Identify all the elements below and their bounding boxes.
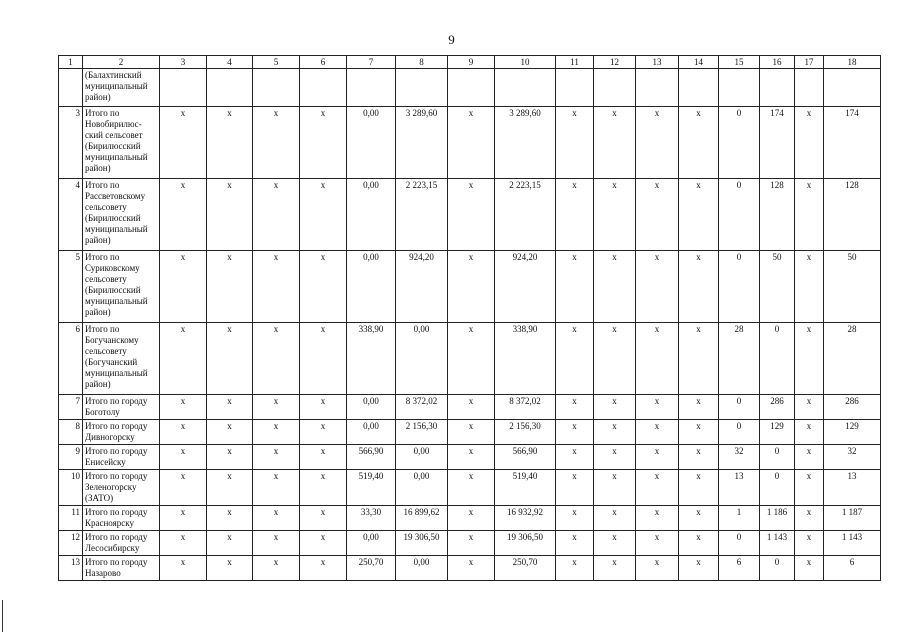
table-cell: x [795, 323, 824, 395]
table-cell [160, 69, 207, 107]
table-cell: x [795, 556, 824, 581]
table-cell: x [679, 445, 719, 470]
table-row [59, 470, 881, 506]
table-row [59, 445, 881, 470]
table-cell: 0 [719, 251, 760, 323]
table-cell: x [300, 107, 347, 179]
table-cell: x [679, 420, 719, 445]
table-cell: x [556, 179, 594, 251]
table-row [59, 420, 881, 445]
row-name-cell: Итого по Рассветовскому сельсовету (Бирилюсский муниципальный район) [83, 179, 160, 251]
column-header: 2 [83, 56, 160, 69]
table-cell: x [556, 251, 594, 323]
column-header: 10 [495, 56, 556, 69]
table-cell: 0 [719, 179, 760, 251]
table-cell: x [253, 506, 300, 531]
table-cell: x [160, 179, 207, 251]
table-cell: 28 [824, 323, 881, 395]
table-cell: x [448, 556, 495, 581]
table-cell [760, 69, 795, 107]
table-cell: 1 143 [824, 531, 881, 556]
table-cell: x [253, 323, 300, 395]
table-cell: 924,20 [396, 251, 448, 323]
table-cell: 32 [824, 445, 881, 470]
table-cell [824, 69, 881, 107]
margin-mark [2, 600, 3, 632]
column-header: 9 [448, 56, 495, 69]
table-cell: 19 306,50 [396, 531, 448, 556]
table-cell: 519,40 [347, 470, 396, 506]
table-cell [719, 69, 760, 107]
table-cell: x [594, 420, 636, 445]
table-cell: 1 [719, 506, 760, 531]
table-cell: x [636, 179, 679, 251]
table-row [59, 531, 881, 556]
table-cell: 50 [760, 251, 795, 323]
table-cell: x [795, 470, 824, 506]
table-cell: 0,00 [347, 531, 396, 556]
table-cell: 0,00 [347, 179, 396, 251]
table-cell: x [253, 107, 300, 179]
table-cell: x [160, 470, 207, 506]
column-header: 14 [679, 56, 719, 69]
header-row [59, 56, 881, 69]
table-cell [396, 69, 448, 107]
row-number-cell: 5 [59, 251, 83, 323]
table-cell: x [300, 251, 347, 323]
table-cell: 0 [719, 395, 760, 420]
row-name-cell: Итого по городу Лесосибирску [83, 531, 160, 556]
table-cell: 128 [760, 179, 795, 251]
row-name-cell: Итого по городу Енисейску [83, 445, 160, 470]
table-cell: x [636, 506, 679, 531]
table-cell: 0,00 [347, 107, 396, 179]
column-header: 5 [253, 56, 300, 69]
column-header: 13 [636, 56, 679, 69]
table-cell: x [207, 531, 253, 556]
table-cell: x [160, 107, 207, 179]
table-cell: 0 [760, 470, 795, 506]
row-name-cell: Итого по городу Назарово [83, 556, 160, 581]
table-cell: x [448, 445, 495, 470]
column-header: 1 [59, 56, 83, 69]
table-cell: x [636, 420, 679, 445]
table-cell: 250,70 [347, 556, 396, 581]
table-cell: x [679, 107, 719, 179]
table-cell: x [594, 445, 636, 470]
table-cell: 338,90 [495, 323, 556, 395]
table-cell: 129 [824, 420, 881, 445]
table-cell: x [160, 395, 207, 420]
column-header: 6 [300, 56, 347, 69]
column-header: 4 [207, 56, 253, 69]
table-cell: x [253, 420, 300, 445]
table-cell [448, 69, 495, 107]
row-name-cell: Итого по городу Боготолу [83, 395, 160, 420]
row-number-cell: 10 [59, 470, 83, 506]
table-cell: x [556, 470, 594, 506]
column-header: 15 [719, 56, 760, 69]
table-cell: x [160, 531, 207, 556]
table-cell: 250,70 [495, 556, 556, 581]
table-cell: x [300, 470, 347, 506]
table-cell: 2 156,30 [396, 420, 448, 445]
table-cell: 13 [824, 470, 881, 506]
table-cell: x [448, 323, 495, 395]
table-cell: 0 [760, 556, 795, 581]
table-cell: x [679, 395, 719, 420]
table-cell [679, 69, 719, 107]
table-cell: 50 [824, 251, 881, 323]
table-cell: x [160, 556, 207, 581]
table-cell: 0,00 [396, 470, 448, 506]
table-cell: 2 223,15 [495, 179, 556, 251]
table-body [59, 69, 881, 581]
table-cell [636, 69, 679, 107]
table-cell: 0,00 [396, 323, 448, 395]
row-name-cell: Итого по Новобирилюс-ский сельсовет (Бирилюсский муниципальный район) [83, 107, 160, 179]
table-cell: x [207, 420, 253, 445]
table-cell: x [795, 531, 824, 556]
table-cell: x [253, 251, 300, 323]
table-cell: x [795, 395, 824, 420]
column-header: 8 [396, 56, 448, 69]
table-cell: x [556, 445, 594, 470]
row-name-cell: (Балахтинский муниципальный район) [83, 69, 160, 107]
column-header: 11 [556, 56, 594, 69]
page-number: 9 [448, 32, 455, 47]
table-cell: x [636, 445, 679, 470]
table-cell: 2 156,30 [495, 420, 556, 445]
table-cell: 286 [760, 395, 795, 420]
table-cell: x [207, 470, 253, 506]
table-cell [253, 69, 300, 107]
row-name-cell: Итого по городу Зеленогорску (ЗАТО) [83, 470, 160, 506]
table-cell: x [679, 251, 719, 323]
table-row [59, 556, 881, 581]
table-cell: 3 289,60 [495, 107, 556, 179]
table-cell: x [594, 531, 636, 556]
table-cell: x [679, 470, 719, 506]
table-cell: 0,00 [347, 395, 396, 420]
table-cell: 33,30 [347, 506, 396, 531]
row-number-cell: 11 [59, 506, 83, 531]
row-number-cell: 12 [59, 531, 83, 556]
table-cell: x [300, 323, 347, 395]
table-cell: 566,90 [495, 445, 556, 470]
table-cell: x [594, 179, 636, 251]
table-cell: 0,00 [396, 445, 448, 470]
table-cell: 16 899,62 [396, 506, 448, 531]
row-number-cell: 8 [59, 420, 83, 445]
table-cell: x [448, 420, 495, 445]
table-cell: x [795, 445, 824, 470]
row-name-cell: Итого по Суриковскому сельсовету (Бирилюсский муниципальный район) [83, 251, 160, 323]
column-header: 3 [160, 56, 207, 69]
table-cell: x [556, 420, 594, 445]
table-cell: 129 [760, 420, 795, 445]
table-cell: x [207, 323, 253, 395]
table-cell [795, 69, 824, 107]
row-name-cell: Итого по городу Красноярску [83, 506, 160, 531]
table-cell: 8 372,02 [396, 395, 448, 420]
table-cell: 0 [719, 107, 760, 179]
table-cell: x [795, 506, 824, 531]
table-row [59, 69, 881, 107]
table-cell: x [679, 506, 719, 531]
row-number-cell: 13 [59, 556, 83, 581]
table-row [59, 107, 881, 179]
table-cell: x [636, 395, 679, 420]
table-cell: x [448, 395, 495, 420]
column-header: 17 [795, 56, 824, 69]
table-cell: x [594, 470, 636, 506]
table-cell: x [300, 506, 347, 531]
table-cell: 924,20 [495, 251, 556, 323]
table-cell: x [594, 251, 636, 323]
table-cell: 1 187 [824, 506, 881, 531]
table-cell: 16 932,92 [495, 506, 556, 531]
table-cell: x [448, 531, 495, 556]
table-row [59, 395, 881, 420]
table-cell: x [300, 531, 347, 556]
table-cell: x [160, 420, 207, 445]
table-cell: x [253, 556, 300, 581]
table-cell: x [207, 556, 253, 581]
table-cell: x [160, 323, 207, 395]
table-cell: 174 [824, 107, 881, 179]
table-cell: 0 [719, 420, 760, 445]
table-cell: x [448, 470, 495, 506]
table-cell: 286 [824, 395, 881, 420]
table-cell: x [207, 506, 253, 531]
table-cell: x [636, 107, 679, 179]
table-cell [207, 69, 253, 107]
table-cell: x [448, 179, 495, 251]
table-cell: x [594, 506, 636, 531]
table-cell: x [795, 420, 824, 445]
table-cell: x [594, 556, 636, 581]
table-cell: 8 372,02 [495, 395, 556, 420]
table-cell: x [556, 506, 594, 531]
table-cell: 2 223,15 [396, 179, 448, 251]
table-cell: 0 [760, 323, 795, 395]
row-number-cell: 9 [59, 445, 83, 470]
table-cell: x [448, 107, 495, 179]
table-cell: 566,90 [347, 445, 396, 470]
table-cell: x [253, 395, 300, 420]
table-cell: x [448, 251, 495, 323]
data-table [58, 55, 881, 581]
table-cell: x [207, 107, 253, 179]
table-cell: 128 [824, 179, 881, 251]
table-cell: x [594, 395, 636, 420]
table-cell: x [253, 531, 300, 556]
table-cell: x [556, 395, 594, 420]
table-cell: 28 [719, 323, 760, 395]
table-cell: x [300, 420, 347, 445]
row-name-cell: Итого по Богучанскому сельсовету (Богучанский муниципальный район) [83, 323, 160, 395]
table-cell: x [636, 531, 679, 556]
table-cell [347, 69, 396, 107]
table-cell: x [556, 531, 594, 556]
table-cell [594, 69, 636, 107]
table-cell: 0 [760, 445, 795, 470]
table-cell: x [207, 445, 253, 470]
table-cell: x [636, 251, 679, 323]
table-cell: x [300, 179, 347, 251]
table-cell: 1 143 [760, 531, 795, 556]
table-cell [495, 69, 556, 107]
row-number-cell: 7 [59, 395, 83, 420]
table-cell: x [636, 556, 679, 581]
column-header: 12 [594, 56, 636, 69]
table-cell: x [679, 556, 719, 581]
table-row [59, 179, 881, 251]
table-row [59, 251, 881, 323]
table-cell: x [207, 395, 253, 420]
table-cell: 3 289,60 [396, 107, 448, 179]
table-cell: x [160, 251, 207, 323]
table-cell: 0,00 [396, 556, 448, 581]
table-cell: x [160, 445, 207, 470]
row-name-cell: Итого по городу Дивногорску [83, 420, 160, 445]
row-number-cell: 4 [59, 179, 83, 251]
table-cell: x [160, 506, 207, 531]
table-cell: x [253, 470, 300, 506]
table-cell: 6 [719, 556, 760, 581]
row-number-cell [59, 69, 83, 107]
table-cell: x [556, 107, 594, 179]
column-header: 16 [760, 56, 795, 69]
table-cell: x [679, 531, 719, 556]
table-cell: x [556, 323, 594, 395]
table-cell: 338,90 [347, 323, 396, 395]
table-cell: x [795, 107, 824, 179]
table-cell: 0,00 [347, 420, 396, 445]
table-cell: x [594, 107, 636, 179]
table-cell: 174 [760, 107, 795, 179]
table-cell: x [679, 323, 719, 395]
table-row [59, 506, 881, 531]
row-number-cell: 6 [59, 323, 83, 395]
table-cell: 19 306,50 [495, 531, 556, 556]
column-header: 18 [824, 56, 881, 69]
column-header: 7 [347, 56, 396, 69]
table-cell: x [253, 445, 300, 470]
table-row [59, 323, 881, 395]
table-cell: x [300, 445, 347, 470]
table-cell: x [207, 179, 253, 251]
table-cell: 0,00 [347, 251, 396, 323]
table-cell: 1 186 [760, 506, 795, 531]
table-cell: x [207, 251, 253, 323]
row-number-cell: 3 [59, 107, 83, 179]
table-cell: x [795, 251, 824, 323]
table-cell: x [679, 179, 719, 251]
table-cell: 32 [719, 445, 760, 470]
table-cell: 0 [719, 531, 760, 556]
table-cell: x [795, 179, 824, 251]
table-cell: x [556, 556, 594, 581]
table-cell: x [448, 506, 495, 531]
table-cell: 6 [824, 556, 881, 581]
table-cell: x [253, 179, 300, 251]
table-cell: x [300, 395, 347, 420]
table-cell: x [594, 323, 636, 395]
table-cell: x [636, 323, 679, 395]
table-cell: 519,40 [495, 470, 556, 506]
table-cell: x [300, 556, 347, 581]
table-cell [556, 69, 594, 107]
table-cell [300, 69, 347, 107]
table-cell: x [636, 470, 679, 506]
table-cell: 13 [719, 470, 760, 506]
